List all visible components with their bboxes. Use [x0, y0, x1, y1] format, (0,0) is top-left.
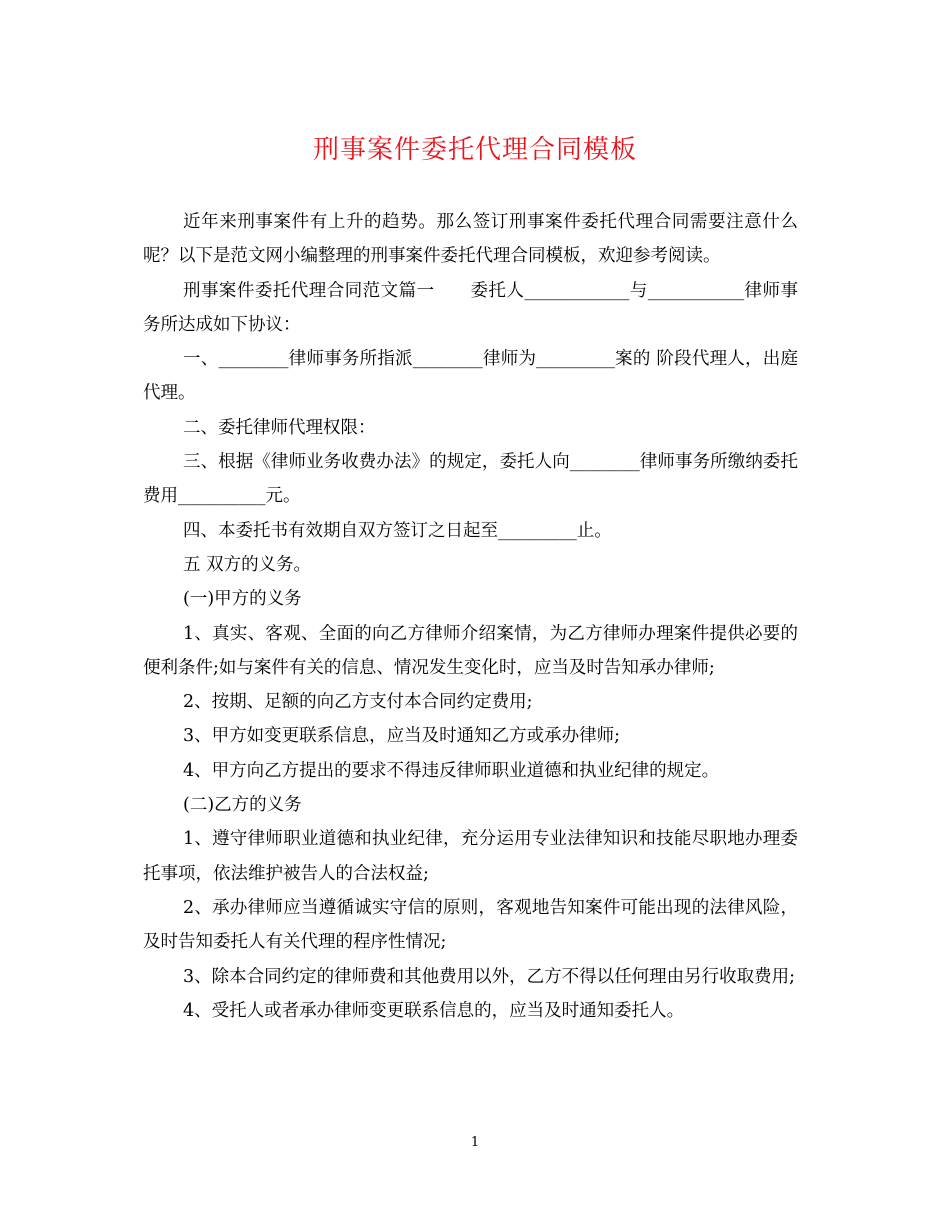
section-heading-party-a: (一)甲方的义务: [183, 589, 302, 610]
paragraph-clause-2: 二、委托律师代理权限：: [183, 417, 376, 438]
paragraph-clause-5: 五 双方的义务。: [183, 554, 312, 575]
section-heading-party-b: (二)乙方的义务: [183, 795, 302, 816]
paragraph-party-b-1: 1、遵守律师职业道德和执业纪律，充分运用专业法律知识和技能尽职地办理委托事项，依法维护被告人的合法权益;: [143, 829, 798, 884]
paragraph-party-a-1: 1、真实、客观、全面的向乙方律师介绍案情，为乙方律师办理案件提供必要的便利条件;如与案件有关的信息、情况发生变化时，应当及时告知承办律师;: [143, 623, 798, 678]
document-title: 刑事案件委托代理合同模板: [312, 135, 637, 165]
paragraph-party-b-4: 4、受托人或者承办律师变更联系信息的，应当及时通知委托人。: [183, 1000, 685, 1021]
document-body: [143, 205, 798, 1028]
paragraph-intro: 近年来刑事案件有上升的趋势。那么签订刑事案件委托代理合同需要注意什么呢？以下是范文网小编整理的刑事案件委托代理合同模板，欢迎参考阅读。: [143, 212, 798, 267]
paragraph-party-a-4: 4、甲方向乙方提出的要求不得违反律师职业道德和执业纪律的规定。: [183, 760, 720, 781]
paragraph-party-b-3: 3、除本合同约定的律师费和其他费用以外，乙方不得以任何理由另行收取费用;: [183, 966, 796, 987]
paragraph-clause-4: 四、本委托书有效期自双方签订之日起至_________止。: [183, 520, 612, 541]
paragraph-clause-3: 三、根据《律师业务收费办法》的规定，委托人向________律师事务所缴纳委托费用__________元。: [143, 452, 798, 507]
page-number: 1: [470, 1135, 480, 1150]
paragraph-parties: 刑事案件委托代理合同范文篇一 委托人____________与___________律师事务所达成如下协议：: [143, 280, 798, 335]
paragraph-clause-1: 一、________律师事务所指派________律师为_________案的 阶段代理人，出庭代理。: [143, 349, 798, 404]
paragraph-party-a-2: 2、按期、足额的向乙方支付本合同约定费用;: [183, 692, 533, 713]
paragraph-party-a-3: 3、甲方如变更联系信息，应当及时通知乙方或承办律师;: [183, 726, 621, 747]
paragraph-party-b-2: 2、承办律师应当遵循诚实守信的原则，客观地告知案件可能出现的法律风险，及时告知委托人有关代理的程序性情况;: [143, 897, 798, 953]
